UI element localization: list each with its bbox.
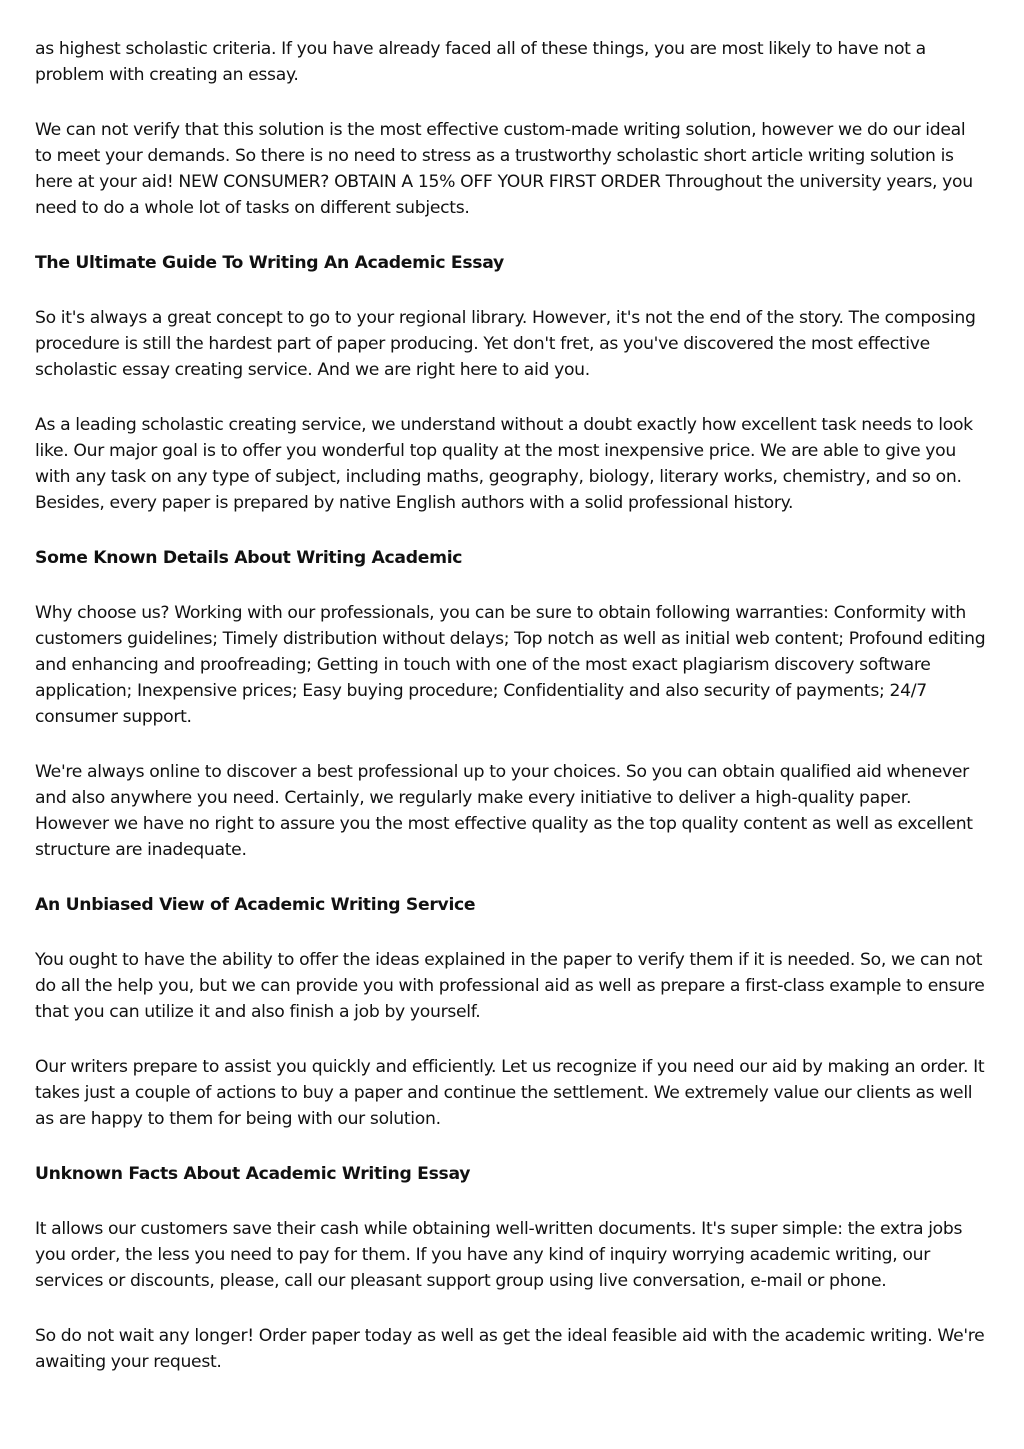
paragraph: Why choose us? Working with our professionals, you can be sure to obtain following warranties: Conformity with customers guidelines; Timely distribution without delays; Top notch as well as initial web content; Profound editing and enhancing and proofreading; Getting in touch with one of the most exact plagiarism discovery software application; Inexpensive prices; Easy buying procedure; Confidentiality and also security of payments; 24/7 consumer support. (35, 603, 986, 727)
paragraph: You ought to have the ability to offer the ideas explained in the paper to verify them if it is needed. So, we can not do all the help you, but we can provide you with professional aid as well as prepare a first-class example to ensure that you can utilize it and also finish a job by yourself. (35, 950, 985, 1022)
section-heading: Some Known Details About Writing Academic (35, 548, 463, 568)
paragraph: Our writers prepare to assist you quickly and efficiently. Let us recognize if you need our aid by making an order. It takes just a couple of actions to buy a paper and continue the settlement. We extremely value our clients as well as are happy to them for being with our solution. (35, 1057, 985, 1129)
section-heading: Unknown Facts About Academic Writing Essay (35, 1164, 471, 1184)
paragraph: So it's always a great concept to go to your regional library. However, it's not the end of the story. The composing procedure is still the hardest part of paper producing. Yet don't fret, as you've discovered the most effective scholastic essay creating service. And we are right here to aid you. (35, 308, 976, 380)
paragraph: We can not verify that this solution is the most effective custom-made writing solution, however we do our ideal to meet your demands. So there is no need to stress as a trustworthy scholastic short article writing solution is here at your aid! NEW CONSUMER? OBTAIN A 15% OFF YOUR FIRST ORDER Throughout the university years, you need to do a whole lot of tasks on different subjects. (35, 120, 973, 218)
paragraph: As a leading scholastic creating service, we understand without a doubt exactly how excellent task needs to look like. Our major goal is to offer you wonderful top quality at the most inexpensive price. We are able to give you with any task on any type of subject, including maths, geography, biology, literary works, chemistry, and so on. Besides, every paper is prepared by native English authors with a solid professional history. (35, 415, 973, 513)
section-heading: The Ultimate Guide To Writing An Academic Essay (35, 253, 504, 273)
section-heading: An Unbiased View of Academic Writing Service (35, 895, 476, 915)
paragraph: as highest scholastic criteria. If you have already faced all of these things, you are most likely to have not a problem with creating an essay. (35, 39, 926, 85)
paragraph: It allows our customers save their cash while obtaining well-written documents. It's super simple: the extra jobs you order, the less you need to pay for them. If you have any kind of inquiry worrying academic writing, our services or discounts, please, call our pleasant support group using live conversation, e-mail or phone. (35, 1219, 963, 1291)
paragraph: We're always online to discover a best professional up to your choices. So you can obtain qualified aid whenever and also anywhere you need. Certainly, we regularly make every initiative to deliver a high-quality paper. However we have no right to assure you the most effective quality as the top quality content as well as excellent structure are inadequate. (35, 762, 973, 860)
paragraph: So do not wait any longer! Order paper today as well as get the ideal feasible aid with the academic writing. We're awaiting your request. (35, 1326, 985, 1372)
